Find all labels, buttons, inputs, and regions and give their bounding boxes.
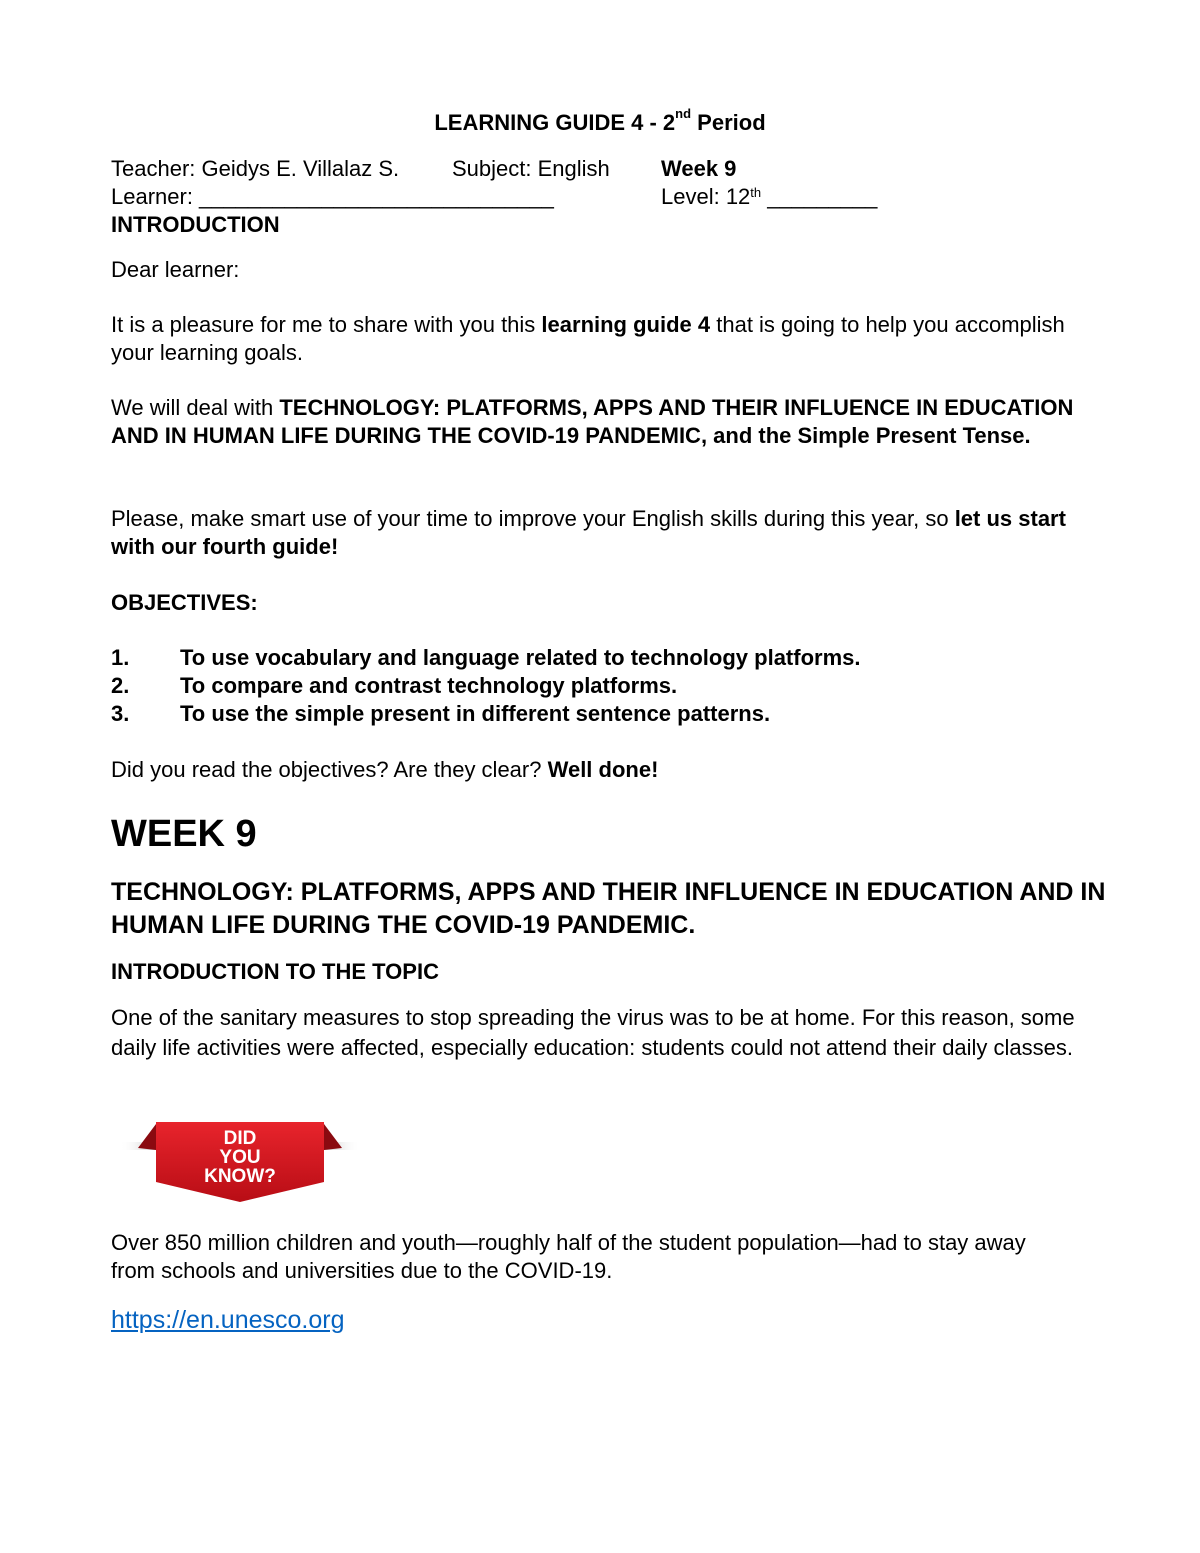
banner-fold-right xyxy=(324,1124,342,1150)
intro-paragraph-1: It is a pleasure for me to share with you this learning guide 4 that is going to help you accomplish your learning goals. xyxy=(111,312,1065,365)
greeting: Dear learner: xyxy=(111,257,240,282)
teacher-label: Teacher: Geidys E. Villalaz S. xyxy=(111,156,400,181)
did-you-know-banner xyxy=(120,1118,360,1204)
learner-field: Learner: _____________________________ xyxy=(111,184,554,209)
objectives-heading: OBJECTIVES: xyxy=(111,590,258,615)
intro-paragraph-3: Please, make smart use of your time to improve your English skills during this year, so let us start with our fourth guide! xyxy=(111,506,1066,559)
objective-number: 3. xyxy=(111,701,130,726)
topic-paragraph: One of the sanitary measures to stop spreading the virus was to be at home. For this reason, some daily life activities were affected, especially education: students could not attend their daily classes. xyxy=(111,1005,1075,1060)
objective-item: To use vocabulary and language related to technology platforms. xyxy=(180,645,861,670)
banner-line-3: KNOW? xyxy=(204,1166,276,1187)
intro-paragraph-2: We will deal with TECHNOLOGY: PLATFORMS, APPS AND THEIR INFLUENCE IN EDUCATION AND IN HUMAN LIFE DURING THE COVID-19 PANDEMIC, and the Simple Present Tense. xyxy=(111,395,1074,448)
fact-paragraph: Over 850 million children and youth—roughly half of the student population—had to stay away from schools and universities due to the COVID-19. xyxy=(111,1230,1026,1283)
banner-line-1: DID xyxy=(223,1128,257,1149)
objectives-check: Did you read the objectives? Are they clear? Well done! xyxy=(111,757,659,782)
level-field: Level: 12th _________ xyxy=(661,184,878,209)
banner-fold-left xyxy=(138,1124,156,1150)
week-label: Week 9 xyxy=(661,156,737,181)
subject-label: Subject: English xyxy=(452,156,610,181)
objective-item: To use the simple present in different sentence patterns. xyxy=(180,701,771,726)
objective-number: 2. xyxy=(111,673,130,698)
objective-number: 1. xyxy=(111,645,130,670)
banner-line-2: YOU xyxy=(219,1147,261,1168)
topic-heading: TECHNOLOGY: PLATFORMS, APPS AND THEIR INFLUENCE IN EDUCATION AND IN HUMAN LIFE DURING THE COVID-19 PANDEMIC. xyxy=(111,878,1106,939)
objective-item: To compare and contrast technology platforms. xyxy=(180,673,678,698)
topic-intro-heading: INTRODUCTION TO THE TOPIC xyxy=(111,959,439,984)
unesco-link[interactable]: https://en.unesco.org xyxy=(111,1306,345,1334)
week-heading: WEEK 9 xyxy=(111,813,257,855)
introduction-heading: INTRODUCTION xyxy=(111,212,280,237)
document-title: LEARNING GUIDE 4 - 2nd Period xyxy=(434,106,766,135)
